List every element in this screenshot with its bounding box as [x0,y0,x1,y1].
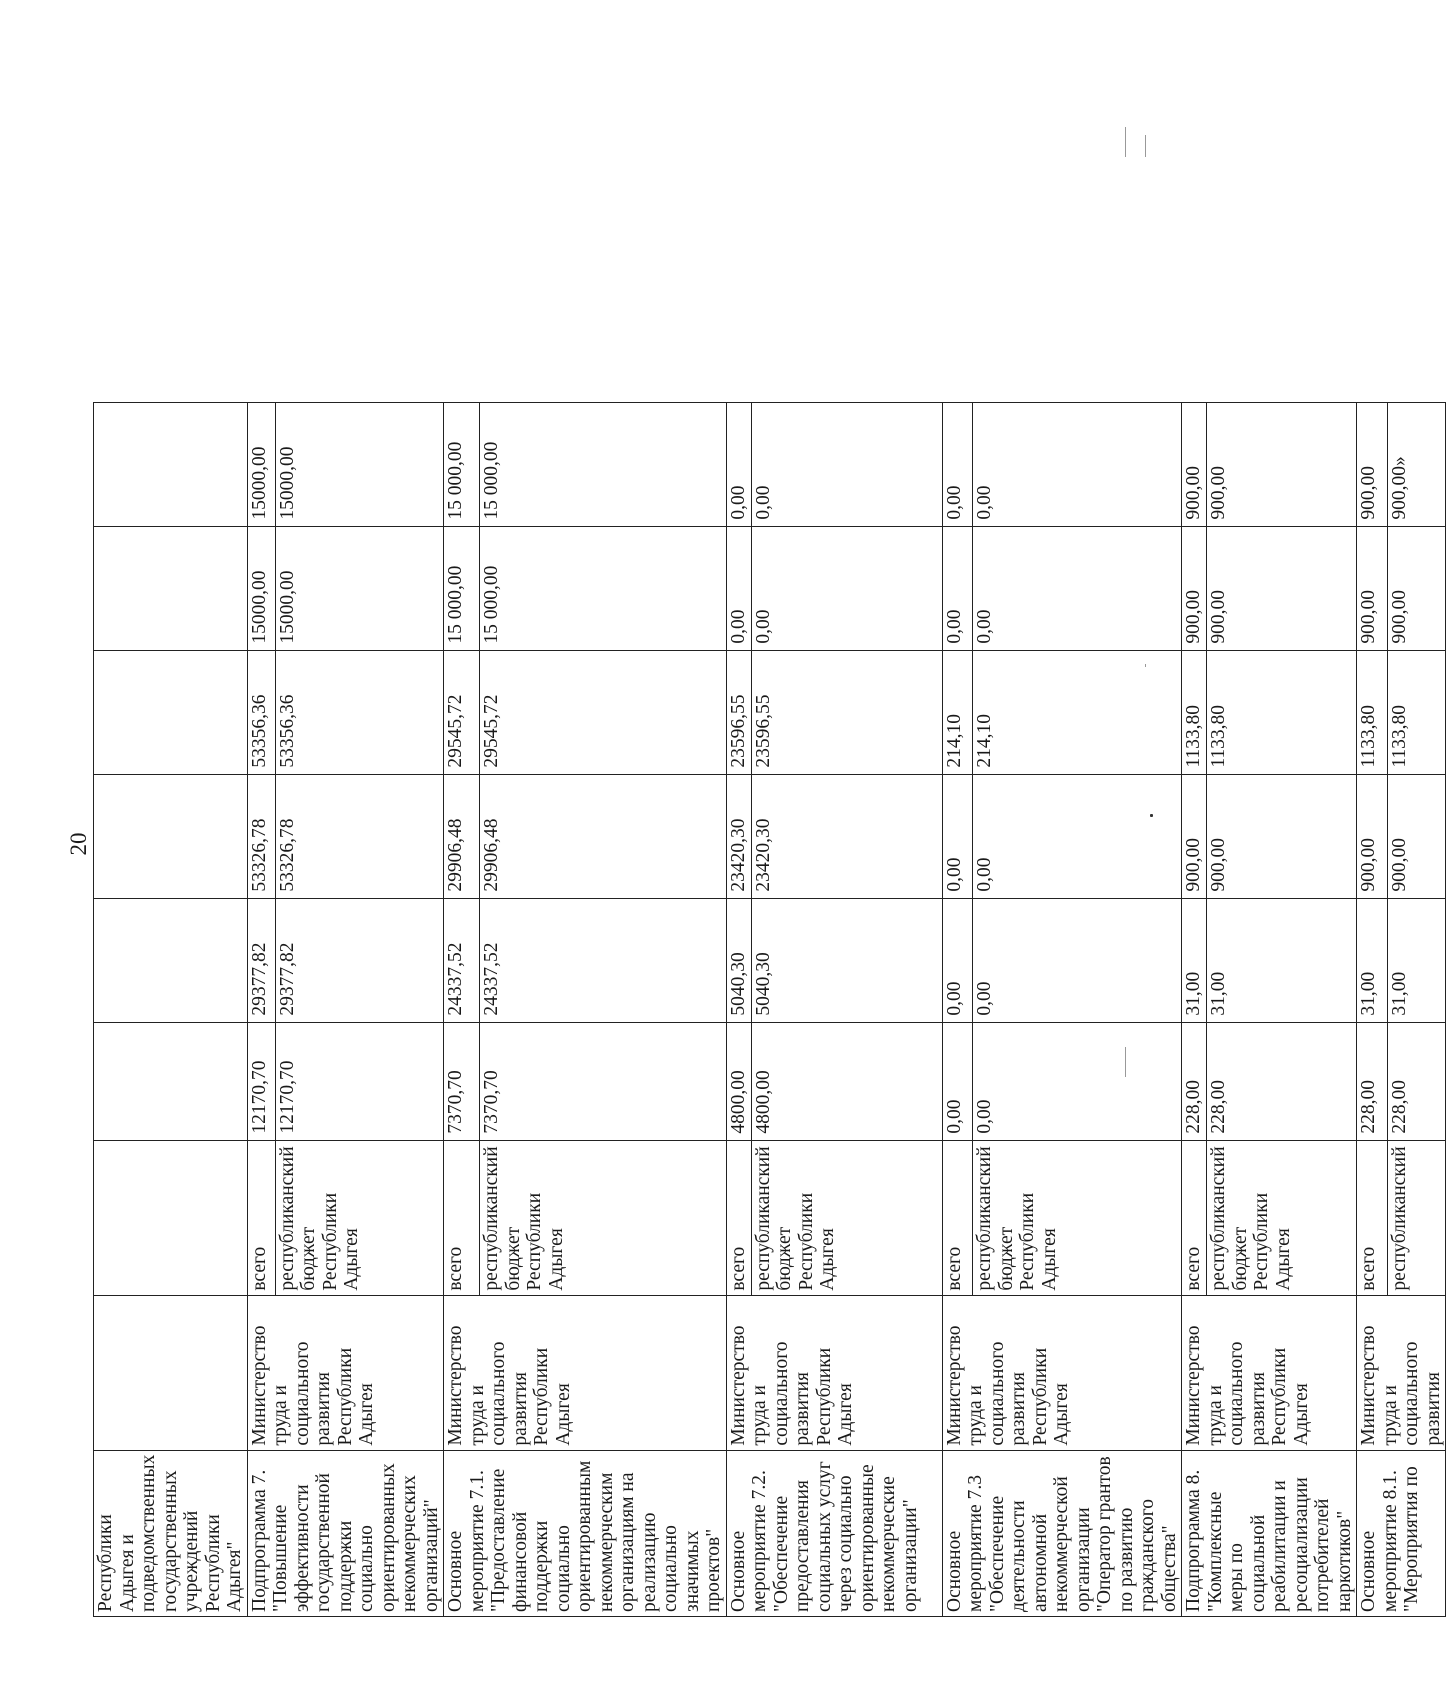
scan-mark [1145,135,1146,157]
row-value-cell: 53356,36 [247,650,275,774]
row-value-cell: 0,00 [726,402,751,526]
row-executor-cell: Министерство труда и социального развития Республики Адыгея [444,1295,727,1450]
row-value-cell: 1133,80 [1387,650,1445,774]
scan-mark [1125,127,1126,157]
row-name-cell: Основное мероприятие 7.2. "Обеспечение предоставления социальных услуг через социально ориентированные некоммерческие организации" [726,1450,942,1616]
row-value-cell: 0,00 [973,774,1182,898]
row-value-cell: 0,00 [942,402,973,526]
row-value-cell: 7370,70 [480,1022,726,1140]
row-name-cell: Основное мероприятие 7.1. "Предоставление финансовой поддержки социально ориентированным некоммерческим организациям на реализацию социально значимых проектов" [444,1450,727,1616]
row-value-cell: 5040,30 [726,898,751,1022]
row-value-cell: 900,00 [1387,526,1445,650]
row-value-cell: 0,00 [942,774,973,898]
row-source-cell: республиканский бюджет Республики Адыгея [973,1140,1182,1295]
row-value-cell: 1133,80 [1182,650,1207,774]
row-value-cell: 15000,00 [275,526,443,650]
row-value-cell: 5040,30 [751,898,942,1022]
continuation-row [94,402,248,1616]
row-value-cell: 900,00 [1207,774,1357,898]
row-name-cell: Основное мероприятие 8.1. "Мероприятия по [1357,1450,1446,1616]
row-name-cell: Подпрограмма 7. "Повышение эффективности государственной поддержки социально ориентированных некоммерческих организаций" [247,1450,444,1616]
row-value-cell: 4800,00 [726,1022,751,1140]
row-value-cell: 15000,00 [247,402,275,526]
row-value-cell: 53326,78 [247,774,275,898]
row-value-cell: 29545,72 [480,650,726,774]
row-value-cell: 15 000,00 [444,402,480,526]
table-body [94,402,1446,1616]
row-executor-cell: Министерство труда и социального развития Республики Адыгея [726,1295,942,1450]
row-value-cell: 228,00 [1207,1022,1357,1140]
row-executor-cell: Министерство труда и социального развития [1357,1295,1446,1450]
row-value-cell: 0,00 [973,526,1182,650]
row-value-cell: 0,00 [973,1022,1182,1140]
row-value-cell: 900,00 [1182,774,1207,898]
row-source-cell: всего [444,1140,480,1295]
scan-dot [1150,814,1153,817]
row-value-cell: 29906,48 [444,774,480,898]
row-value-cell: 29377,82 [247,898,275,1022]
row-value-cell: 12170,70 [247,1022,275,1140]
row-value-cell: 228,00 [1357,1022,1388,1140]
continuation-executor-cell [94,1295,248,1450]
row-value-cell: 900,00 [1357,402,1388,526]
row-name-cell: Основное мероприятие 7.3 "Обеспечение деятельности автономной некоммерческой организации "Оператор грантов по развитию гражданского общества" [942,1450,1182,1616]
row-value-cell: 31,00 [1182,898,1207,1022]
table-row [444,402,480,1616]
table-row [726,402,751,1616]
continuation-value-cell [94,774,248,898]
row-source-cell: республиканский [1387,1140,1445,1295]
row-value-cell: 31,00 [1357,898,1388,1022]
row-source-cell: республиканский бюджет Республики Адыгея [275,1140,443,1295]
row-value-cell: 29906,48 [480,774,726,898]
row-value-cell: 23596,55 [726,650,751,774]
row-value-cell: 7370,70 [444,1022,480,1140]
row-value-cell: 228,00 [1387,1022,1445,1140]
row-value-cell: 23420,30 [726,774,751,898]
row-value-cell: 29377,82 [275,898,443,1022]
row-value-cell: 0,00 [751,526,942,650]
row-value-cell: 15000,00 [275,402,443,526]
table-row [942,402,973,1616]
row-value-cell: 4800,00 [751,1022,942,1140]
row-value-cell: 900,00 [1207,402,1357,526]
row-source-cell: республиканский бюджет Республики Адыгея [480,1140,726,1295]
row-value-cell: 24337,52 [444,898,480,1022]
row-source-cell: всего [942,1140,973,1295]
row-value-cell: 900,00 [1387,774,1445,898]
row-source-cell: республиканский бюджет Республики Адыгея [751,1140,942,1295]
row-value-cell: 53356,36 [275,650,443,774]
row-value-cell: 0,00 [942,1022,973,1140]
row-value-cell: 23420,30 [751,774,942,898]
page-number: 20 [66,832,91,856]
row-value-cell: 214,10 [942,650,973,774]
continuation-value-cell [94,526,248,650]
row-value-cell: 228,00 [1182,1022,1207,1140]
row-value-cell: 0,00 [942,526,973,650]
continuation-value-cell [94,650,248,774]
table-row [1357,402,1388,1616]
row-source-cell: всего [1357,1140,1388,1295]
row-value-cell: 15 000,00 [444,526,480,650]
row-value-cell: 900,00» [1387,402,1445,526]
row-value-cell: 29545,72 [444,650,480,774]
row-value-cell: 900,00 [1357,774,1388,898]
continuation-value-cell [94,1022,248,1140]
row-value-cell: 900,00 [1182,526,1207,650]
row-source-cell: всего [726,1140,751,1295]
continuation-name-cell: Республики Адыгея и подведомственных государственных учреждений Республики Адыгея" [94,1450,248,1616]
row-source-cell: республиканский бюджет Республики Адыгея [1207,1140,1357,1295]
row-value-cell: 0,00 [942,898,973,1022]
row-value-cell: 900,00 [1357,526,1388,650]
continuation-value-cell [94,898,248,1022]
budget-table [93,402,1446,1617]
row-value-cell: 0,00 [973,898,1182,1022]
row-value-cell: 0,00 [973,402,1182,526]
row-value-cell: 15 000,00 [480,402,726,526]
row-executor-cell: Министерство труда и социального развития Республики Адыгея [942,1295,1182,1450]
row-value-cell: 900,00 [1182,402,1207,526]
row-value-cell: 31,00 [1207,898,1357,1022]
row-name-cell: Подпрограмма 8. "Комплексные меры по социальной реабилитации и ресоциализации потребителей наркотиков" [1182,1450,1357,1616]
row-value-cell: 1133,80 [1207,650,1357,774]
row-value-cell: 0,00 [751,402,942,526]
row-value-cell: 31,00 [1387,898,1445,1022]
scan-mark [1125,1047,1126,1077]
table-row [1182,402,1207,1616]
continuation-source-cell [94,1140,248,1295]
row-value-cell: 0,00 [726,526,751,650]
row-value-cell: 23596,55 [751,650,942,774]
row-value-cell: 24337,52 [480,898,726,1022]
row-source-cell: всего [247,1140,275,1295]
continuation-value-cell [94,402,248,526]
table-row [247,402,275,1616]
row-executor-cell: Министерство труда и социального развития Республики Адыгея [1182,1295,1357,1450]
row-value-cell: 12170,70 [275,1022,443,1140]
row-value-cell: 53326,78 [275,774,443,898]
row-executor-cell: Министерство труда и социального развития Республики Адыгея [247,1295,444,1450]
row-source-cell: всего [1182,1140,1207,1295]
row-value-cell: 15000,00 [247,526,275,650]
row-value-cell: 1133,80 [1357,650,1388,774]
row-value-cell: 214,10 [973,650,1182,774]
row-value-cell: 900,00 [1207,526,1357,650]
scan-mark [1145,664,1146,667]
row-value-cell: 15 000,00 [480,526,726,650]
